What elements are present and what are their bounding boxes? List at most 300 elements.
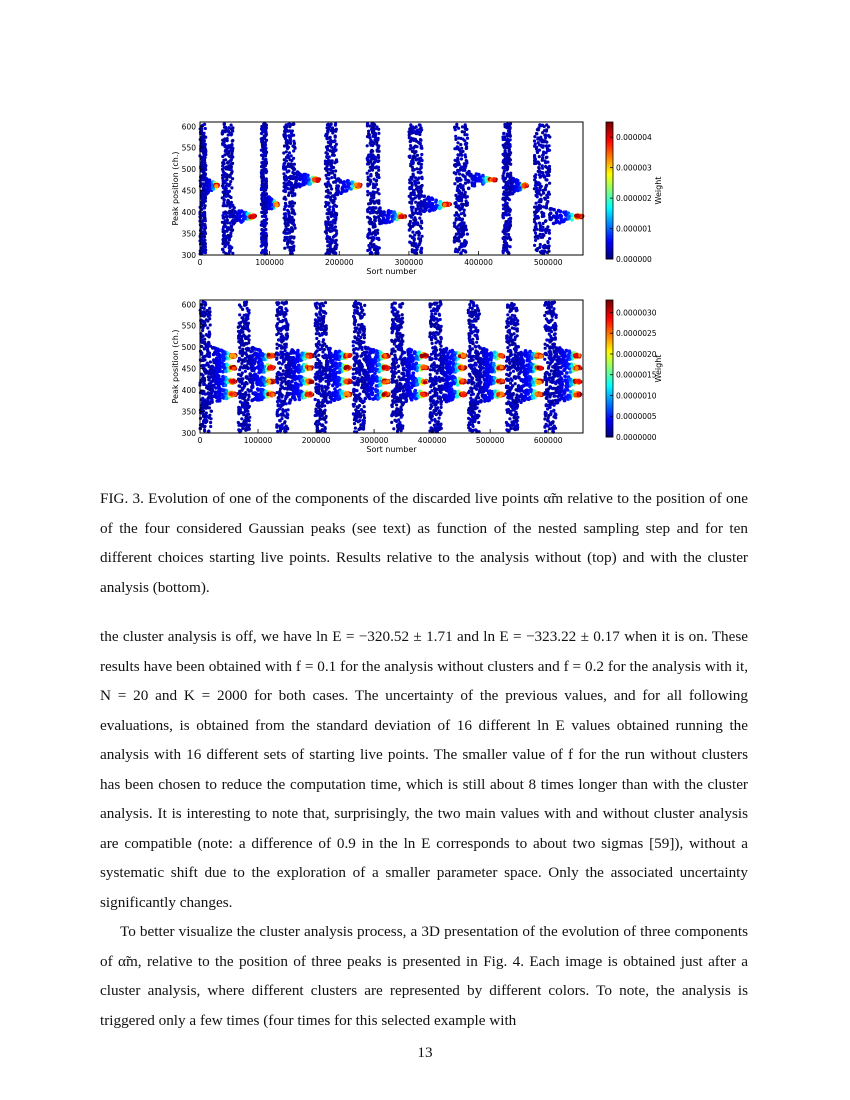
scatter-point — [262, 161, 265, 164]
scatter-point — [366, 172, 369, 175]
scatter-point — [463, 139, 466, 142]
scatter-point — [280, 333, 283, 336]
scatter-point — [229, 392, 233, 396]
scatter-point — [372, 206, 375, 209]
scatter-point — [454, 235, 457, 238]
scatter-point — [276, 314, 279, 317]
scatter-point — [413, 234, 416, 237]
scatter-point — [368, 228, 371, 231]
scatter-point — [548, 182, 551, 185]
scatter-points-panel-1 — [198, 122, 584, 256]
scatter-point — [509, 224, 512, 227]
scatter-point — [455, 249, 458, 252]
scatter-point — [285, 426, 288, 429]
scatter-point — [199, 185, 202, 188]
scatter-point — [507, 210, 510, 213]
scatter-point — [284, 179, 287, 182]
scatter-point — [503, 143, 506, 146]
scatter-point — [549, 211, 553, 215]
scatter-point — [231, 177, 234, 180]
scatter-point — [226, 161, 229, 164]
scatter-point — [414, 201, 417, 204]
scatter-point — [241, 427, 244, 430]
scatter-point — [276, 353, 279, 356]
scatter-point — [546, 149, 549, 152]
scatter-point — [251, 354, 255, 358]
scatter-point — [543, 197, 546, 200]
scatter-point — [300, 183, 304, 187]
scatter-point — [216, 380, 220, 384]
scatter-point — [329, 168, 332, 171]
scatter-point — [558, 221, 562, 225]
scatter-point — [548, 229, 551, 232]
scatter-point — [229, 180, 232, 183]
scatter-point — [492, 178, 496, 182]
scatter-point — [346, 179, 350, 183]
scatter-point — [534, 211, 537, 214]
scatter-point — [276, 327, 279, 330]
scatter-point — [372, 243, 375, 246]
scatter-point — [334, 252, 337, 255]
scatter-point — [221, 196, 224, 199]
scatter-point — [206, 350, 209, 353]
scatter-point — [341, 190, 345, 194]
scatter-point — [217, 386, 221, 390]
figure-3 — [0, 0, 850, 470]
scatter-point — [207, 342, 210, 345]
scatter-point — [546, 200, 549, 203]
scatter-point — [248, 311, 251, 314]
scatter-point — [217, 349, 221, 353]
scatter-point — [279, 378, 282, 381]
scatter-point — [281, 394, 284, 397]
scatter-point — [276, 309, 279, 312]
scatter-point — [409, 220, 412, 223]
scatter-point — [460, 165, 463, 168]
scatter-point — [260, 165, 263, 168]
scatter-point — [208, 414, 211, 417]
scatter-point — [230, 225, 233, 228]
scatter-point — [208, 310, 211, 313]
scatter-point — [377, 166, 380, 169]
scatter-point — [325, 232, 328, 235]
scatter-point — [289, 187, 292, 190]
scatter-point — [254, 373, 258, 377]
scatter-point — [424, 208, 428, 212]
scatter-point — [327, 181, 330, 184]
scatter-point — [296, 184, 300, 188]
scatter-point — [417, 237, 420, 240]
scatter-point — [378, 246, 381, 249]
scatter-point — [426, 205, 430, 209]
scatter-point — [334, 225, 337, 228]
scatter-point — [521, 184, 525, 188]
scatter-point — [414, 145, 417, 148]
scatter-point — [374, 156, 377, 159]
scatter-point — [540, 124, 543, 127]
scatter-point — [329, 171, 332, 174]
scatter-point — [223, 216, 226, 219]
scatter-point — [503, 213, 506, 216]
scatter-point — [541, 138, 544, 141]
colorbar-segment — [606, 122, 613, 125]
scatter-point — [203, 428, 206, 431]
scatter-point — [330, 176, 333, 179]
scatter-point — [545, 144, 548, 147]
scatter-point — [293, 194, 296, 197]
scatter-point — [331, 213, 334, 216]
scatter-point — [415, 188, 418, 191]
scatter-point — [224, 126, 227, 129]
scatter-point — [246, 410, 249, 413]
scatter-point — [505, 220, 508, 223]
scatter-point — [481, 174, 485, 178]
scatter-point — [246, 365, 249, 368]
scatter-point — [544, 133, 547, 136]
scatter-point — [535, 161, 538, 164]
scatter-point — [241, 405, 244, 408]
scatter-point — [237, 373, 240, 376]
scatter-point — [329, 161, 332, 164]
scatter-point — [238, 396, 241, 399]
scatter-point — [460, 233, 463, 236]
scatter-point — [329, 192, 332, 195]
scatter-point — [247, 341, 250, 344]
scatter-point — [453, 202, 456, 205]
scatter-point — [332, 199, 335, 202]
scatter-point — [417, 195, 420, 198]
scatter-point — [220, 393, 224, 397]
scatter-point — [292, 166, 295, 169]
scatter-point — [460, 157, 463, 160]
scatter-point — [409, 123, 412, 126]
scatter-point — [326, 145, 329, 148]
scatter-point — [534, 222, 537, 225]
scatter-point — [368, 221, 371, 224]
scatter-point — [215, 368, 219, 372]
scatter-point — [438, 206, 442, 210]
scatter-point — [459, 137, 462, 140]
scatter-point — [331, 150, 334, 153]
scatter-point — [261, 388, 265, 392]
scatter-point — [221, 162, 224, 165]
scatter-point — [542, 246, 545, 249]
scatter-point — [328, 208, 331, 211]
scatter-point — [518, 186, 522, 190]
scatter-point — [534, 173, 537, 176]
scatter-point — [538, 204, 541, 207]
scatter-point — [280, 414, 283, 417]
scatter-point — [225, 397, 229, 401]
scatter-point — [408, 241, 411, 244]
scatter-point — [410, 202, 413, 205]
scatter-point — [544, 231, 547, 234]
scatter-point — [535, 146, 538, 149]
scatter-point — [327, 220, 330, 223]
scatter-point — [461, 195, 464, 198]
scatter-point — [287, 408, 290, 411]
scatter-point — [533, 139, 536, 142]
scatter-point — [375, 180, 378, 183]
scatter-point — [262, 378, 266, 382]
scatter-point — [280, 320, 283, 323]
scatter-point — [261, 203, 264, 206]
scatter-point — [371, 169, 374, 172]
scatter-point — [226, 211, 229, 214]
scatter-point — [224, 236, 227, 239]
scatter-point — [285, 320, 288, 323]
scatter-point — [328, 196, 331, 199]
scatter-point — [326, 147, 329, 150]
scatter-point — [555, 211, 559, 215]
scatter-point — [334, 169, 337, 172]
y-tick-label: 450 — [181, 186, 196, 196]
scatter-point — [456, 157, 459, 160]
scatter-point — [418, 168, 421, 171]
scatter-point — [201, 175, 204, 178]
scatter-point — [411, 225, 414, 228]
scatter-point — [414, 249, 417, 252]
scatter-point — [303, 175, 307, 179]
scatter-point — [253, 378, 257, 382]
scatter-point — [225, 187, 228, 190]
scatter-point — [420, 220, 423, 223]
scatter-point — [290, 220, 293, 223]
scatter-point — [544, 187, 547, 190]
scatter-point — [507, 129, 510, 132]
scatter-point — [205, 354, 208, 357]
scatter-point — [412, 206, 415, 209]
scatter-point — [415, 167, 418, 170]
scatter-point — [366, 190, 369, 193]
scatter-point — [463, 214, 466, 217]
scatter-point — [539, 136, 542, 139]
scatter-point — [541, 211, 544, 214]
scatter-point — [428, 200, 432, 204]
scatter-point — [207, 364, 210, 367]
scatter-point — [201, 311, 204, 314]
scatter-point — [538, 246, 541, 249]
scatter-point — [284, 190, 287, 193]
scatter-point — [259, 395, 263, 399]
scatter-point — [453, 171, 456, 174]
scatter-point — [325, 155, 328, 158]
scatter-point — [509, 122, 512, 125]
scatter-point — [510, 192, 514, 196]
scatter-point — [233, 210, 237, 214]
scatter-point — [332, 140, 335, 143]
scatter-point — [248, 372, 252, 376]
scatter-point — [375, 125, 378, 128]
scatter-point — [335, 158, 338, 161]
scatter-point — [502, 193, 505, 196]
scatter-point — [200, 143, 203, 146]
scatter-point — [328, 240, 331, 243]
scatter-point — [285, 125, 288, 128]
scatter-point — [366, 122, 369, 125]
scatter-point — [244, 429, 247, 432]
scatter-point — [508, 157, 511, 160]
scatter-point — [264, 164, 267, 167]
scatter-point — [423, 199, 427, 203]
scatter-point — [535, 207, 538, 210]
scatter-point — [224, 245, 227, 248]
scatter-point — [454, 138, 457, 141]
scatter-point — [371, 131, 374, 134]
scatter-point — [262, 185, 265, 188]
scatter-point — [275, 333, 278, 336]
scatter-point — [409, 144, 412, 147]
scatter-point — [218, 358, 222, 362]
scatter-point — [294, 180, 298, 184]
scatter-point — [453, 240, 456, 243]
scatter-point — [455, 177, 458, 180]
scatter-point — [417, 190, 420, 193]
scatter-point — [209, 323, 212, 326]
scatter-point — [368, 136, 371, 139]
scatter-point — [293, 145, 296, 148]
scatter-point — [460, 245, 463, 248]
scatter-point — [464, 153, 467, 156]
scatter-point — [419, 124, 422, 127]
scatter-point — [332, 205, 335, 208]
scatter-point — [408, 156, 411, 159]
scatter-points-panel-2 — [198, 300, 582, 434]
scatter-point — [540, 225, 543, 228]
scatter-point — [419, 138, 422, 141]
scatter-point — [260, 188, 263, 191]
scatter-point — [458, 240, 461, 243]
scatter-point — [377, 169, 380, 172]
scatter-point — [282, 360, 285, 363]
scatter-point — [285, 302, 288, 305]
scatter-point — [536, 128, 539, 131]
scatter-point — [536, 228, 539, 231]
scatter-point — [543, 125, 546, 128]
scatter-point — [291, 123, 294, 126]
scatter-point — [368, 183, 371, 186]
scatter-point — [202, 155, 205, 158]
scatter-point — [386, 218, 390, 222]
scatter-point — [457, 230, 460, 233]
scatter-point — [506, 175, 509, 178]
scatter-point — [546, 240, 549, 243]
scatter-point — [237, 384, 240, 387]
scatter-point — [409, 164, 412, 167]
scatter-point — [502, 153, 505, 156]
scatter-point — [408, 136, 411, 139]
scatter-point — [296, 391, 300, 395]
x-axis-label: Sort number — [366, 267, 417, 276]
scatter-point — [459, 143, 462, 146]
scatter-point — [332, 228, 335, 231]
scatter-point — [224, 179, 227, 182]
scatter-point — [466, 201, 469, 204]
scatter-point — [326, 152, 329, 155]
scatter-point — [506, 135, 509, 138]
scatter-point — [260, 132, 263, 135]
scatter-point — [202, 151, 205, 154]
scatter-point — [204, 243, 207, 246]
scatter-point — [325, 195, 328, 198]
scatter-point — [240, 417, 243, 420]
scatter-point — [418, 142, 421, 145]
scatter-point — [334, 134, 337, 137]
scatter-point — [229, 221, 232, 224]
scatter-point — [370, 243, 373, 246]
scatter-point — [467, 180, 471, 184]
scatter-point — [468, 174, 472, 178]
x-tick-label: 0 — [197, 258, 203, 267]
scatter-point — [229, 149, 232, 152]
x-tick-label: 400000 — [464, 258, 493, 267]
scatter-point — [466, 137, 469, 140]
scatter-point — [325, 190, 328, 193]
scatter-point — [283, 230, 286, 233]
scatter-point — [281, 408, 284, 411]
scatter-point — [227, 234, 230, 237]
scatter-point — [224, 370, 228, 374]
scatter-point — [541, 157, 544, 160]
scatter-point — [240, 365, 243, 368]
y-tick-label: 300 — [181, 251, 196, 260]
scatter-point — [336, 178, 340, 182]
scatter-point — [230, 124, 233, 127]
scatter-point — [409, 147, 412, 150]
scatter-point — [377, 147, 380, 150]
scatter-point — [285, 182, 288, 185]
scatter-point — [240, 359, 243, 362]
scatter-point — [205, 407, 208, 410]
scatter-point — [548, 237, 551, 240]
scatter-point — [250, 399, 254, 403]
scatter-point — [420, 153, 423, 156]
scatter-point — [253, 367, 257, 371]
scatter-point — [226, 137, 229, 140]
scatter-point — [509, 145, 512, 148]
scatter-point — [375, 172, 378, 175]
scatter-point — [238, 322, 241, 325]
scatter-point — [455, 226, 458, 229]
scatter-point — [248, 416, 251, 419]
scatter-point — [333, 147, 336, 150]
scatter-point — [280, 356, 283, 359]
scatter-point — [533, 157, 536, 160]
scatter-point — [457, 185, 460, 188]
scatter-point — [228, 247, 231, 250]
scatter-point — [375, 140, 378, 143]
scatter-point — [265, 133, 268, 136]
scatter-point — [378, 206, 382, 210]
scatter-point — [503, 123, 506, 126]
scatter-point — [230, 143, 233, 146]
scatter-point — [243, 303, 246, 306]
scatter-point — [250, 386, 254, 390]
scatter-point — [464, 125, 467, 128]
scatter-point — [225, 195, 228, 198]
scatter-point — [378, 218, 382, 222]
scatter-point — [238, 313, 241, 316]
figure-3-plots — [0, 0, 850, 470]
scatter-point — [201, 374, 204, 377]
scatter-point — [465, 133, 468, 136]
scatter-point — [271, 393, 275, 397]
scatter-point — [205, 401, 208, 404]
scatter-point — [223, 123, 226, 126]
scatter-point — [463, 162, 466, 165]
scatter-point — [222, 201, 225, 204]
scatter-point — [269, 365, 273, 369]
